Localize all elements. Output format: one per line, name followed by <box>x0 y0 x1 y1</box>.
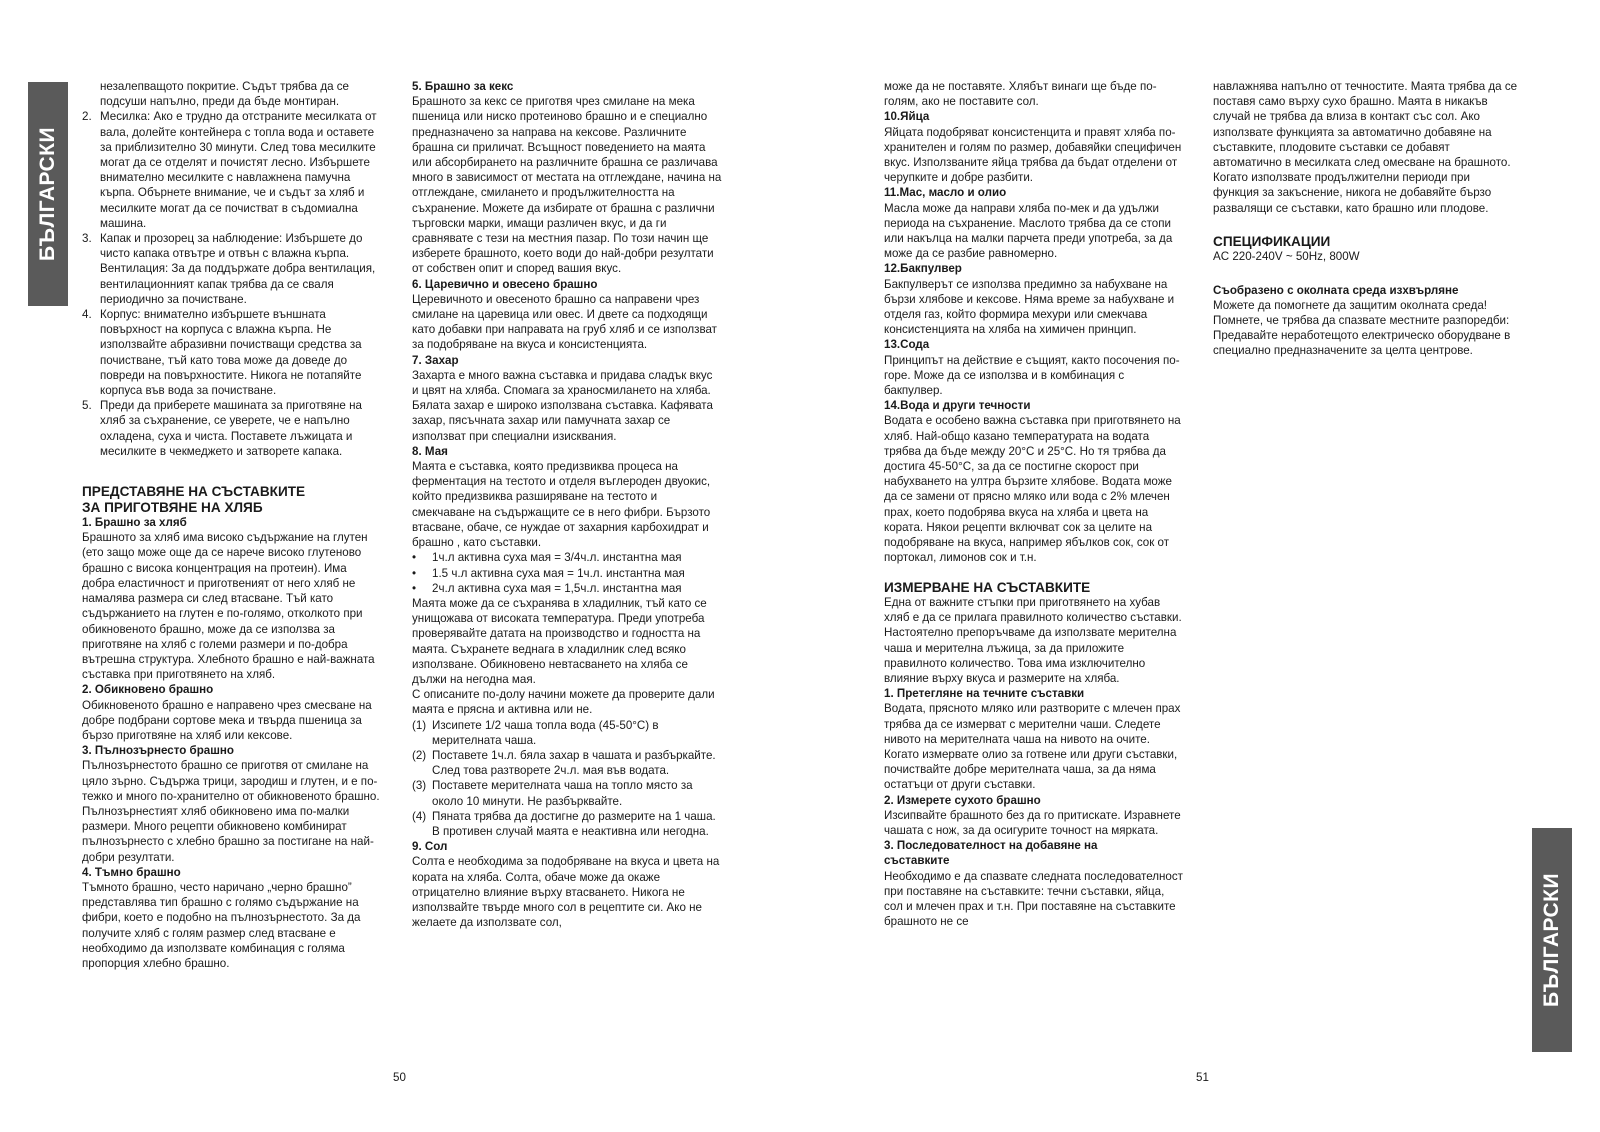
item-text: навлажнява напълно от течностите. Маята трябва да се поставя само върху сухо брашно. Маята в никакъв случай не трябва да влиза в контакт със сол. Ако използвате функцията за автоматично добавяне на съставките, плодовите съставки се добавят автоматично в месилката след омесване на брашното. Когато използвате продължителни периоди при функция за закъснение, никога не добавяйте бързо развалящи се съставки, като брашно или плодове. <box>1213 80 1518 215</box>
item-heading: 11.Мас, масло и олио <box>884 186 1007 200</box>
language-tab-left <box>28 82 68 306</box>
item-heading: 3. Пълнозърнесто брашно <box>82 744 234 758</box>
bullet-icon: • <box>412 551 417 565</box>
item-text: Солта е необходима за подобряване на вкуса и цвета на кората на хляба. Солта, обаче може да окаже отрицателно влияние върху втасването. Никога не използвайте твърде много сол в рецептите си. Ако не желаете да използвате сол, <box>412 855 720 930</box>
item-text: Принципът на действие е същият, както посочения по-горе. Може да се използва и в комбинация с бакпулвер. <box>884 353 1180 398</box>
step-text: Изсипете 1/2 чаша топла вода (45-50°C) в мерителната чаша. <box>432 718 659 747</box>
item-text: Можете да помогнете да защитим околната среда! Помнете, че трябва да спазвате местните разпоредби: Предавайте неработещото електрическо оборудване в специално предназначените за целта центрове. <box>1213 298 1511 358</box>
item-text: Една от важните стъпки при приготвянето на хубав хляб е да се прилага правилното количество съставки. <box>884 596 1182 625</box>
list-item-intro <box>82 79 382 109</box>
list-item-text: Месилка: Ако е трудно да отстраните месилката от вала, долейте контейнера с топла вода и оставете за приблизително 30 минути. След това месилките могат да се отделят и почистят лесно. Избършете внимателно месилките с навлажнена памучна кърпа. Обърнете внимание, че и съдът за хляб и месилките могат да се почистват в съдомиална машина. <box>100 110 377 230</box>
list-item-text: Корпус: внимателно избършете външната повърхност на корпуса с влажна кърпа. Не използвайте абразивни почистващи средства за почистване, тъй като това може да доведе до повреди на повърхностите. Никога не потапяйте корпуса във вода за почистване. <box>100 308 362 398</box>
list-number: 4. <box>82 308 92 322</box>
item-text: Настоятелно препоръчваме да използвате мерителна чаша и мерителна лъжица, за да приложите правилното количество. Това има изключително влияние върху вкуса и размерите на хляба. <box>884 626 1177 686</box>
column-2 <box>412 79 722 930</box>
bullet-icon: • <box>412 566 417 580</box>
item-text: С описаните по-долу начини можете да проверите дали маята е прясна и активна или не. <box>412 688 715 717</box>
item-text: Маята е съставка, която предизвиква процеса на ферментация на тестото и отделя въглероден двуокис, който предизвиква разширяване на тестото и смекчаване на съдържащите се в него фибри. Бързото втасване, обаче, се нуждае от захарния карбохидрат и брашно , като съставки. <box>412 460 711 550</box>
step-text: Поставете мерителната чаша на топло място за около 10 минути. Не разбърквайте. <box>432 779 693 808</box>
item-text: Брашното за хляб има високо съдържание на глутен (ето защо може още да се нарече високо глутеново брашно с висока концентрация на протеин). Има добра еластичност и приготвеният от него хляб не намалява размера си след втасване. Тъй като съдържанието на глутен е по-голямо, отколкото при обикновеното брашно, може да се използва за приготвяне на хляб с големи размери и по-добра вътрешна структура. Хлебното брашно е най-важната съставка при приготвянето на хляб. <box>82 531 375 682</box>
item-heading: 14.Вода и други течности <box>884 399 1031 413</box>
language-tab-right-label: БЪЛГАРСКИ <box>1540 872 1563 1008</box>
item-heading: 8. Мая <box>412 444 448 458</box>
item-text: Водата, прясното мляко или разтворите с млечен прах трябва да се измерват с мерителни чаши. Следете нивото на мерителната чаша на нивото на очите. <box>884 702 1181 746</box>
bullet-item <box>412 550 722 565</box>
item-text: Водата е особено важна съставка при приготвянето на хляб. Най-общо казано температурата на водата трябва да бъде между 20°C и 25°C. Но тя трябва да достига 45-50°C, за да се постигне скорост при набухването на ултра бързите хлябове. Водата може да се замени от прясно мляко или вода с 2% млечен прах, което подобрява вкуса на хляба и цвета на кората. Някои рецепти включват сок за целите на подобряване на вкуса, например ябълков сок, сок от портокал, лимонов сок и т.н. <box>884 414 1181 565</box>
item-heading: 4. Тъмно брашно <box>82 865 181 879</box>
section-heading: ИЗМЕРВАНЕ НА СЪСТАВКИТЕ <box>884 579 1091 595</box>
bullet-text: 1ч.л активна суха мая = 3/4ч.л. инстантна мая <box>432 551 682 565</box>
item-heading: Съобразено с околната среда изхвърляне <box>1213 283 1459 297</box>
list-item <box>82 398 382 459</box>
list-item <box>82 231 382 307</box>
item-heading: 10.Яйца <box>884 110 930 124</box>
spec-value: AC 220-240V ~ 50Hz, 800W <box>1213 250 1360 264</box>
list-item-text: Капак и прозорец за наблюдение: Избършете до чисто капака отвътре и отвън с влажна кърпа. <box>100 232 363 261</box>
list-item-text: незалепващото покритие. Съдът трябва да се подсуши напълно, преди да бъде монтиран. <box>100 80 350 109</box>
bullet-item <box>412 581 722 596</box>
list-item <box>82 109 382 231</box>
item-text: може да не поставяте. Хлябът винаги ще бъде по-голям, ако не поставите сол. <box>884 80 1157 109</box>
list-number: 5. <box>82 399 92 413</box>
item-heading: 6. Царевично и овесено брашно <box>412 277 598 291</box>
item-text: Захарта е много важна съставка и придава сладък вкус и цвят на хляба. Спомага за храносмилането на хляба. Бялата захар е широко използвана съставка. Кафявата захар, пясъчната захар или памучната захар се използват при специални изисквания. <box>412 368 713 443</box>
bullet-text: 2ч.л активна суха мая = 1,5ч.л. инстантна мая <box>432 581 682 595</box>
item-text: Бакпулверът се използва предимно за набухване на бързи хлябове и кексове. Няма време за набухване и отделя газ, който формира мехури или смекчава консистенцията на хляба на химичен принцип. <box>884 277 1175 337</box>
section-heading: ПРЕДСТАВЯНЕ НА СЪСТАВКИТЕ <box>82 484 306 500</box>
list-item-extra: Вентилация: За да поддържате добра вентилация, вентилационният капак трябва да се сваля периодично за почистване. <box>100 262 376 306</box>
item-text: Маята може да се съхранява в хладилник, тъй като се унищожава от високата температура. Преди употреба проверявайте датата на производство и годността на маята. Съхранете веднага в хладилник след всяко използване. Обикновено невтасването на хляба се дължи на негодна мая. <box>412 596 707 686</box>
item-heading: 5. Брашно за кекс <box>412 80 514 93</box>
item-text: Яйцата подобряват консистенцита и правят хляба по-хранителен и голям по размер, добавяйки специфичен вкус. Използваните яйца трябва да бъдат отделени от черупките и добре разбити. <box>884 125 1182 185</box>
bullet-text: 1.5 ч.л активна суха мая = 1ч.л. инстантна мая <box>432 566 685 580</box>
item-heading: 9. Сол <box>412 840 448 854</box>
list-item <box>82 307 382 398</box>
list-number: 2. <box>82 110 92 124</box>
step-item <box>412 778 722 808</box>
item-heading: 2. Измерете сухото брашно <box>884 793 1041 807</box>
list-item-text: Преди да приберете машината за приготвяне на хляб за съхранение, се уверете, че е напълно охладена, суха и чиста. Поставете лъжицата и месилките в чекмеджето и затворете капака. <box>100 399 362 458</box>
step-text: Поставете 1ч.л. бяла захар в чашата и разбъркайте. След това разтворете 2ч.л. мая във водата. <box>432 748 716 778</box>
item-text: Когато измервате олио за готвене или други съставки, почиствайте добре мерителната чаша, за да няма остатъци от други съставки. <box>884 748 1178 792</box>
list-number: 3. <box>82 232 92 246</box>
step-number: (3) <box>412 779 427 793</box>
language-tab-left-label: БЪЛГАРСКИ <box>36 126 59 262</box>
bullet-item <box>412 566 722 581</box>
step-number: (4) <box>412 809 427 823</box>
item-heading: 3. Последователност на добавяне на съставките <box>884 839 1098 868</box>
item-text: Обикновеното брашно е направено чрез смесване на добре подбрани сортове мека и твърда пшеница за бързо приготвяне на хляб или кексове. <box>82 698 372 742</box>
step-number: (2) <box>412 748 427 762</box>
item-text: Брашното за кекс се приготвя чрез смилане на мека пшеница или ниско протеиново брашно и е специално предназначено за направа на кексове. Различните брашна си приличат. Всъщност поведението на маята или абсорбирането на различните брашна се различава много в зависимост от местата на отглеждане, начина на отглеждане, смилането и продължителността на съхранение. Можете да избирате от брашна с различни търговски марки, имащи различен вкус, и да ги сравнявате с тези на местния пазар. По този начин ще изберете брашното, което води до най-добри резултати от собствен опит и според вашия вкус. <box>412 95 722 276</box>
step-item <box>412 809 722 839</box>
item-text: Необходимо е да спазвате следната последователност при поставяне на съставките: течни съставки, яйца, сол и млечен прах и т.н. При поставяне на съставките брашното не се <box>884 869 1183 929</box>
item-text: Церевичното и овесеното брашно са направени чрез смилане на царевица или овес. И двете са подходящи като добавки при направата на груб хляб и се използват за подобряване на вкуса и консистенцията. <box>412 292 717 352</box>
bullet-icon: • <box>412 581 417 595</box>
item-heading: 13.Сода <box>884 338 930 352</box>
item-text: Тъмното брашно, често наричано „черно брашно” представлява тип брашно с голямо съдържание на фибри, което е подобно на пълнозърнестото. За да получите хляб с голям размер след втасване е необходимо да използвате комбинация с голяма пропорция хлебно брашно. <box>82 880 361 970</box>
item-heading: 2. Обикновено брашно <box>82 683 214 697</box>
page-number-left: 50 <box>393 1071 406 1084</box>
column-3 <box>884 79 1184 929</box>
step-text: Пяната трябва да достигне до размерите на 1 чаша. В противен случай маята е неактивна или негодна. <box>432 809 716 838</box>
item-text: Пълнозърнестото брашно се приготвя от смилане на цяло зърно. Съдържа трици, зародиш и глутен, и е по-тежко и много по-хранително от обикновеното брашно. Пълнозърнестият хляб обикновено има по-малки размери. Много рецепти обикновено комбинират пълнозърнесто с хлебно брашно за постигане на най-добри резултати. <box>82 759 380 864</box>
language-tab-right <box>1532 828 1572 1052</box>
column-1 <box>82 79 382 971</box>
item-text: Изсипвайте брашното без да го притискате. Изравнете чашата с нож, за да осигурите точност на мярката. <box>884 808 1181 838</box>
step-number: (1) <box>412 718 427 732</box>
item-heading: 1. Претегляне на течните съставки <box>884 687 1085 701</box>
step-item <box>412 718 722 748</box>
step-item <box>412 748 722 778</box>
item-heading: 12.Бакпулвер <box>884 262 962 276</box>
item-heading: 7. Захар <box>412 353 459 367</box>
item-text: Масла може да направи хляба по-мек и да удължи периода на съхранение. Маслото трябва да се стопи или накълца на малки парчета преди употреба, за да може да се разбие равномерно. <box>884 201 1173 261</box>
section-heading: ЗА ПРИГОТВЯНЕ НА ХЛЯБ <box>82 499 263 515</box>
item-heading: 1. Брашно за хляб <box>82 516 187 530</box>
page-number-right: 51 <box>1196 1071 1209 1084</box>
column-4 <box>1213 79 1519 359</box>
section-heading: СПЕЦИФИКАЦИИ <box>1213 233 1331 249</box>
